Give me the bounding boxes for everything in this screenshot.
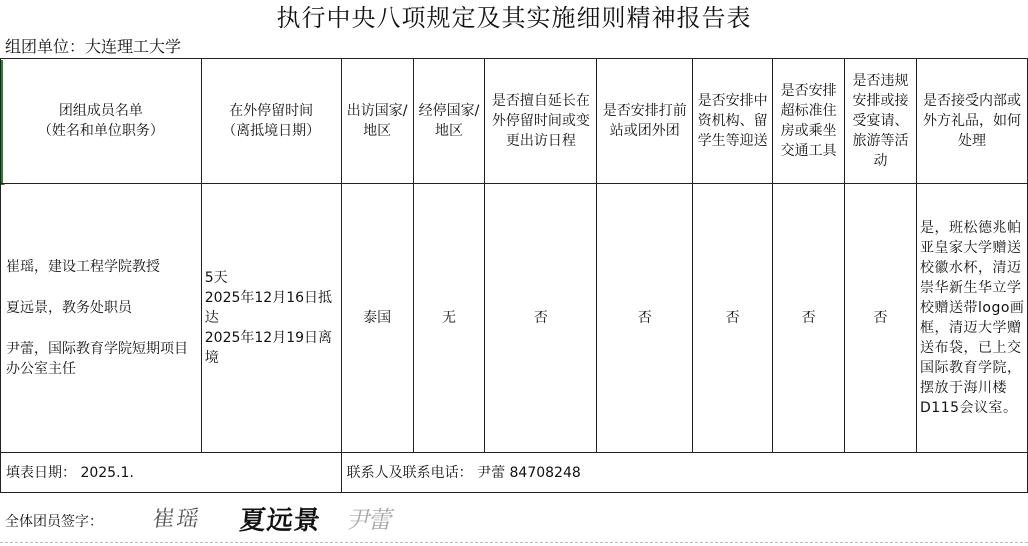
header-advance-team: 是否安排打前站或团外团 <box>597 59 693 184</box>
signature-label: 全体团员签字： <box>5 514 103 530</box>
reception-cell[interactable]: 否 <box>693 184 773 453</box>
accommodation-cell[interactable]: 否 <box>773 184 845 453</box>
signature-row <box>0 492 1028 546</box>
page-break-line <box>0 542 1028 543</box>
header-stay: 在外停留时间 （离抵境日期） <box>201 59 341 184</box>
advance-team-cell[interactable]: 否 <box>597 184 693 453</box>
banquet-cell[interactable]: 否 <box>845 184 917 453</box>
arrive-date: 2025年12月16日抵达 <box>204 290 333 326</box>
transit-country-cell[interactable]: 无 <box>413 184 485 453</box>
header-gifts: 是否接受内部或外方礼品，如何处理 <box>917 59 1028 184</box>
visit-country-cell[interactable]: 泰国 <box>341 184 413 453</box>
header-banquet: 是否违规安排或接受宴请、旅游等活动 <box>845 59 917 184</box>
report-table <box>0 58 1028 493</box>
page-title: 执行中央八项规定及其实施细则精神报告表 <box>276 4 752 32</box>
group-unit: 组团单位：大连理工大学 <box>5 37 182 56</box>
members-cell[interactable] <box>1 184 202 453</box>
stay-days: 5天 <box>204 270 228 286</box>
member-item: 尹蕾，国际教育学院短期项目办公室主任 <box>6 341 188 377</box>
signature-3: 尹蕾 <box>344 506 395 534</box>
signature-2: 夏远景 <box>238 506 323 536</box>
header-extend: 是否擅自延长在外停留时间或变更出访日程 <box>485 59 597 184</box>
stay-cell[interactable] <box>201 184 341 453</box>
signature-1: 崔瑶 <box>150 507 203 532</box>
footer-row <box>1 453 1028 493</box>
header-row <box>1 59 1028 184</box>
extend-cell[interactable]: 否 <box>485 184 597 453</box>
member-item: 夏远景，教务处职员 <box>6 300 132 316</box>
header-members: 团组成员名单 （姓名和单位职务） <box>1 59 202 184</box>
header-visit-country: 出访国家/地区 <box>341 59 413 184</box>
contact-cell[interactable]: 联系人及联系电话： 尹蕾 84708248 <box>341 453 1027 493</box>
member-item: 崔瑶，建设工程学院教授 <box>6 259 160 275</box>
gifts-cell[interactable]: 是，班松德兆帕亚皇家大学赠送校徽水杯，清迈崇华新生华立学校赠送带logo画框，清迈大学赠送布袋，已上交国际教育学院，摆放于海川楼D115会议室。 <box>917 184 1028 453</box>
header-accommodation: 是否安排超标准住房或乘坐交通工具 <box>773 59 845 184</box>
table-row <box>1 184 1028 453</box>
header-transit-country: 经停国家/地区 <box>413 59 485 184</box>
depart-date: 2025年12月19日离境 <box>204 330 333 366</box>
header-reception: 是否安排中资机构、留学生等迎送 <box>693 59 773 184</box>
fill-date-cell[interactable]: 填表日期： 2025.1. <box>1 453 342 493</box>
